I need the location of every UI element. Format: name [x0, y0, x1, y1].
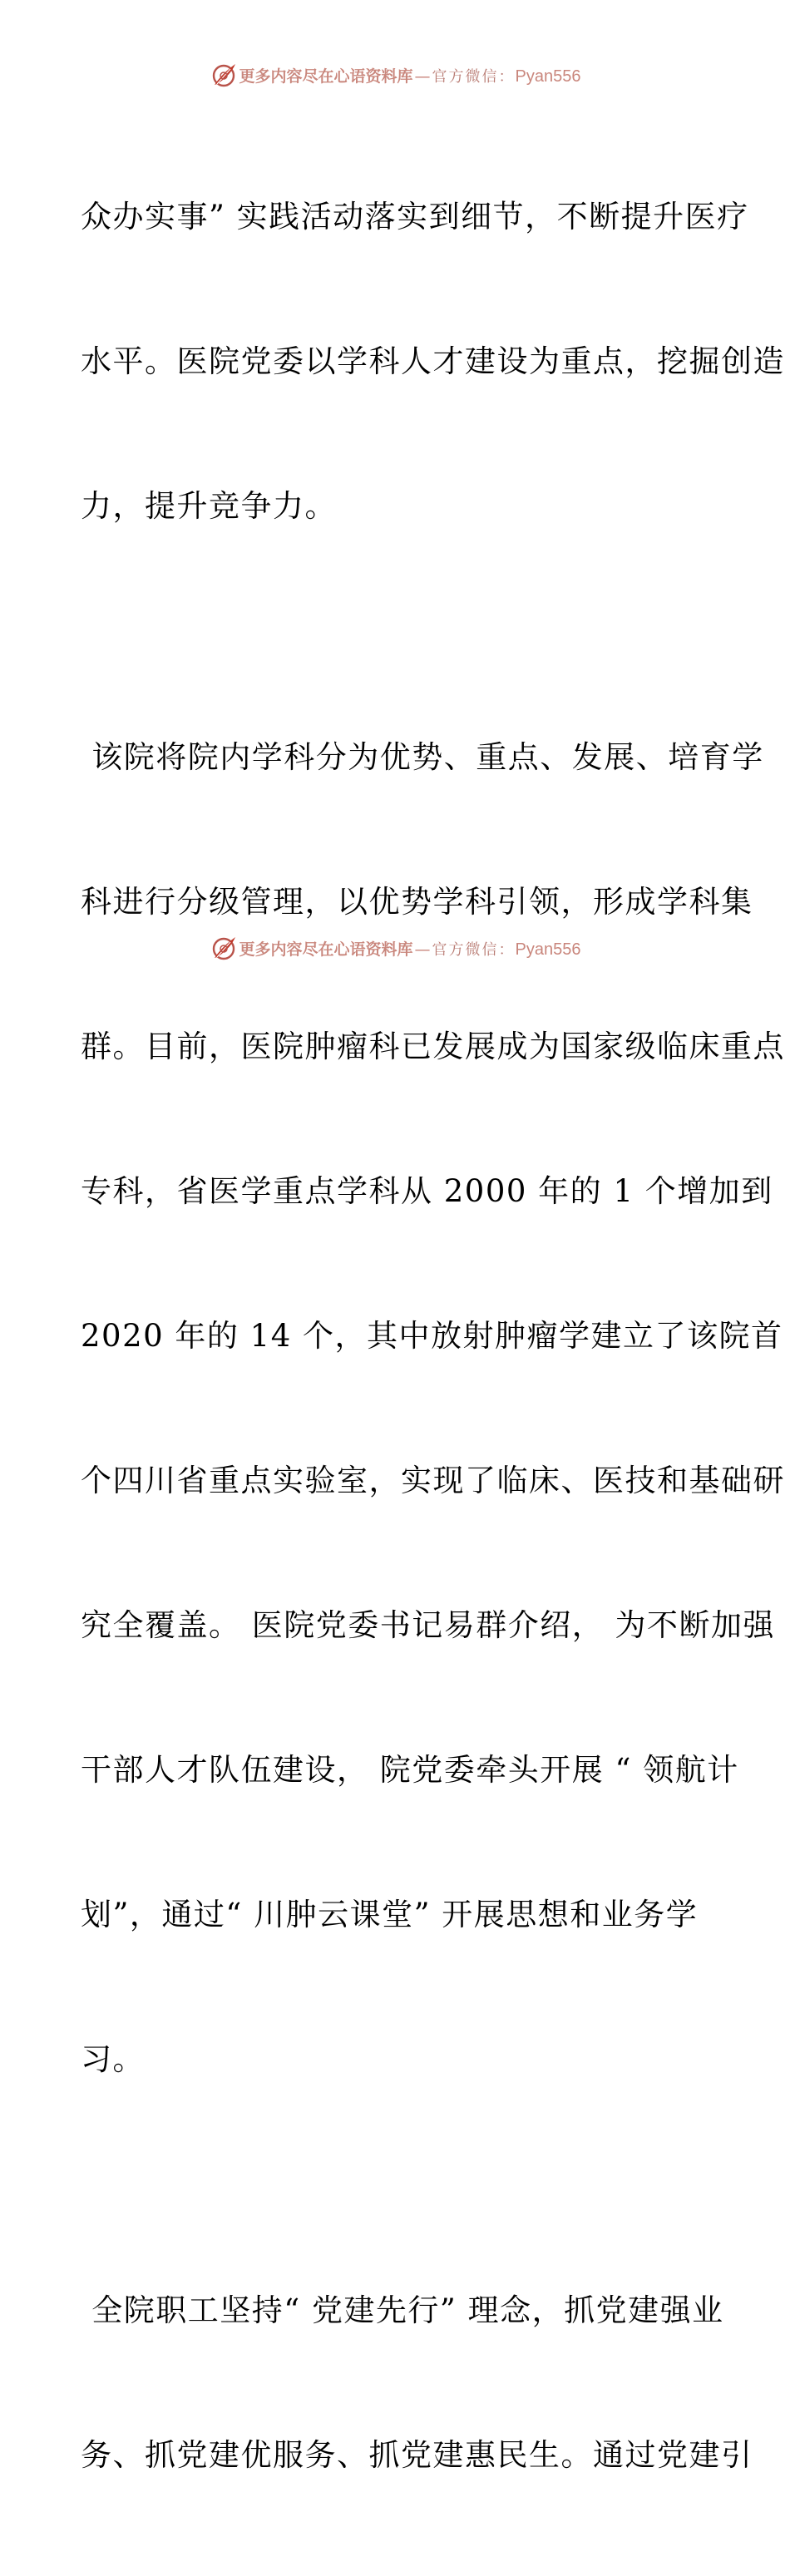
text-line: 众办实事” 实践活动落实到细节，不断提升医疗 — [81, 199, 749, 234]
text-line: 力，提升竞争力。 — [81, 488, 337, 524]
quill-pen-circle-icon — [210, 61, 238, 89]
text-line: 划”，通过“ 川肿云课堂” 开展思想和业务学 — [81, 1897, 699, 1932]
watermark-promo-text: 更多内容尽在心语资料库 — [239, 67, 413, 86]
text-line: 究全覆盖。 医院党委书记易群介绍， 为不断加强 — [81, 1607, 776, 1643]
footer-watermark — [0, 933, 790, 963]
paragraph-1 — [81, 96, 785, 627]
text-line: 习。 — [81, 2041, 145, 2077]
paragraph-3 — [81, 2190, 753, 2576]
watermark-wechat-label: 官方微信： — [432, 67, 516, 86]
text-line: 2020 年的 14 个，其中放射肿瘤学建立了该院首 — [81, 1318, 783, 1354]
watermark-wechat-id: Pyan556 — [515, 940, 581, 959]
document-body — [81, 96, 785, 2576]
text-line: 该院将院内学科分为优势、重点、发展、培育学 — [81, 739, 764, 775]
header-watermark — [0, 60, 790, 90]
text-line: 水平。医院党委以学科人才建设为重点，挖掘创造 — [81, 343, 785, 379]
watermark-dash: — — [414, 940, 431, 959]
text-line: 个四川省重点实验室，实现了临床、医技和基础研 — [81, 1463, 785, 1498]
paragraph-2 — [81, 637, 785, 2180]
text-line: 务、抓党建优服务、抓党建惠民生。通过党建引 — [81, 2437, 753, 2473]
watermark-wechat-id: Pyan556 — [515, 67, 581, 86]
text-line: 科进行分级管理，以优势学科引领，形成学科集 — [81, 884, 753, 920]
watermark-wechat-label: 官方微信： — [432, 940, 516, 959]
text-line: 全院职工坚持“ 党建先行” 理念，抓党建强业 — [81, 2292, 724, 2328]
quill-pen-circle-icon — [210, 934, 238, 962]
watermark-dash: — — [414, 67, 431, 86]
text-line: 群。目前，医院肿瘤科已发展成为国家级临床重点 — [81, 1029, 785, 1064]
text-line: 专科，省医学重点学科从 2000 年的 1 个增加到 — [81, 1173, 773, 1209]
watermark-promo-text: 更多内容尽在心语资料库 — [239, 940, 413, 959]
text-line: 干部人才队伍建设， 院党委牵头开展 “ 领航计 — [81, 1752, 739, 1788]
